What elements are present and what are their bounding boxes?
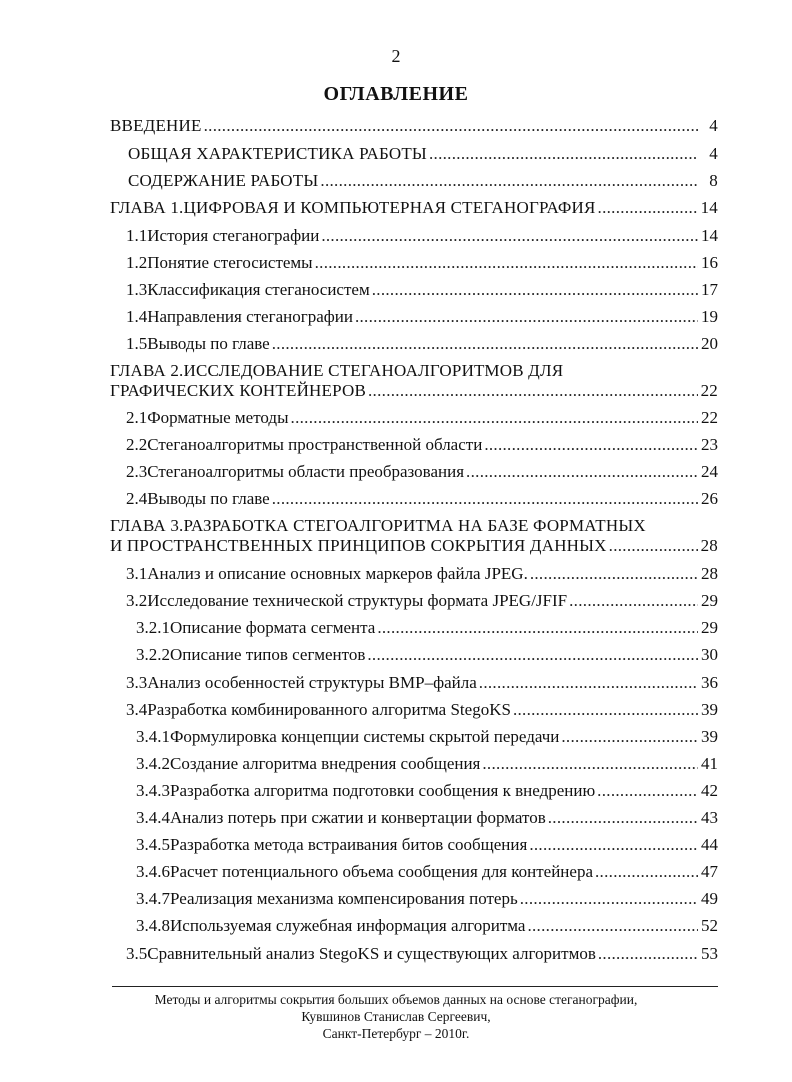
toc-leader-dots: [548, 808, 698, 828]
toc-entry-3-4-2[interactable]: [136, 754, 718, 774]
toc-leader-dots: [321, 226, 698, 246]
toc-leader-dots: [377, 618, 698, 638]
toc-entry-text: Описание типов сегментов: [170, 645, 366, 664]
toc-entry-text: Сравнительный анализ StegoKS и существующих алгоритмов: [147, 944, 596, 963]
toc-entry-text: Анализ особенностей структуры BMP–файла: [147, 673, 477, 692]
toc-entry-3-2-2[interactable]: [136, 645, 718, 665]
toc-entry-2-2[interactable]: [126, 435, 718, 455]
toc-entry-general[interactable]: [128, 144, 718, 164]
toc-section-number: 1.1: [126, 226, 148, 245]
footer-line-3: Санкт-Петербург – 2010г.: [322, 1026, 470, 1041]
toc-entry-text: Анализ потерь при сжатии и конвертации форматов: [170, 808, 546, 827]
toc-entry-text: Стеганоалгоритмы пространственной области: [147, 435, 483, 454]
toc-leader-dots: [595, 862, 698, 882]
toc-entry-3-4-6[interactable]: [136, 862, 718, 882]
toc-entry-text: ГЛАВА 1.ЦИФРОВАЯ И КОМПЬЮТЕРНАЯ СТЕГАНОГРАФИЯ: [110, 198, 596, 217]
toc-page-number: 30: [701, 645, 718, 664]
toc-section-number: 3.2.2: [136, 645, 170, 664]
toc-section-number: 3.4.8: [136, 916, 170, 935]
toc-entry-3-2[interactable]: [126, 591, 718, 611]
toc-page-number: 14: [701, 226, 718, 245]
toc-page-number: 23: [701, 435, 718, 454]
toc-section-number: 2.3: [126, 462, 148, 481]
toc-entry-3-4-8[interactable]: [136, 916, 718, 936]
toc-entry-3-4[interactable]: [126, 700, 718, 720]
toc-entry-2-3[interactable]: [126, 462, 718, 482]
toc-entry-chapter-3[interactable]: [110, 536, 718, 556]
toc-page-number: 28: [700, 536, 718, 555]
toc-entry-text: Разработка метода встраивания битов сообщения: [170, 835, 528, 854]
toc-entry-text: ОБЩАЯ ХАРАКТЕРИСТИКА РАБОТЫ: [128, 144, 427, 163]
toc-leader-dots: [598, 944, 698, 964]
toc-entry-3-4-7[interactable]: [136, 889, 718, 909]
page-number: 2: [391, 46, 401, 66]
toc-section-number: 3.4.2: [136, 754, 170, 773]
toc-leader-dots: [367, 645, 698, 665]
toc-leader-dots: [368, 381, 698, 401]
toc-leader-dots: [320, 171, 698, 191]
toc-entry-3-4-3[interactable]: [136, 781, 718, 801]
toc-section-number: 3.3: [126, 673, 148, 692]
toc-section-number: 1.5: [126, 334, 148, 353]
toc-entry-text: Формулировка концепции системы скрытой передачи: [170, 727, 560, 746]
toc-entry-3-4-4[interactable]: [136, 808, 718, 828]
toc-entry-text: И ПРОСТРАНСТВЕННЫХ ПРИНЦИПОВ СОКРЫТИЯ ДАННЫХ: [110, 536, 607, 555]
toc-page-number: 52: [701, 916, 718, 935]
toc-leader-dots: [569, 591, 698, 611]
footer-divider: [112, 986, 718, 987]
toc-section-number: 3.4.5: [136, 835, 170, 854]
toc-page-number: 14: [700, 198, 718, 217]
toc-leader-dots: [520, 889, 698, 909]
toc-page-number: 39: [701, 700, 718, 719]
toc-page-number: 28: [701, 564, 718, 583]
toc-leader-dots: [529, 835, 698, 855]
toc-leader-dots: [513, 700, 698, 720]
toc-leader-dots: [530, 564, 698, 584]
toc-leader-dots: [561, 727, 698, 747]
toc-entry-content[interactable]: [128, 171, 718, 191]
toc-page-number: 41: [701, 754, 718, 773]
toc-entry-text: Анализ и описание основных маркеров файла JPEG.: [147, 564, 528, 583]
toc-section-number: 3.4.4: [136, 808, 170, 827]
toc-leader-dots: [372, 280, 698, 300]
toc-entry-1-2[interactable]: [126, 253, 718, 273]
toc-leader-dots: [482, 754, 698, 774]
toc-entry-chapter-1[interactable]: [110, 198, 718, 218]
toc-leader-dots: [291, 408, 698, 428]
toc-entry-text: Стеганоалгоритмы области преобразования: [147, 462, 465, 481]
toc-section-number: 1.4: [126, 307, 148, 326]
toc-page-number: 24: [701, 462, 718, 481]
toc-entry-text: СОДЕРЖАНИЕ РАБОТЫ: [128, 171, 319, 190]
toc-entry-chapter-2[interactable]: [110, 381, 718, 401]
toc-entry-text: Направления стеганографии: [147, 307, 353, 326]
toc-leader-dots: [527, 916, 698, 936]
toc-entry-3-4-1[interactable]: [136, 727, 718, 747]
toc-page-number: 44: [701, 835, 718, 854]
toc-leader-dots: [272, 489, 698, 509]
toc-entry-3-3[interactable]: [126, 673, 718, 693]
toc-entry-3-5[interactable]: [126, 944, 718, 964]
toc-entry-text: Разработка алгоритма подготовки сообщения к внедрению: [170, 781, 596, 800]
toc-leader-dots: [355, 307, 698, 327]
toc-page-number: 39: [701, 727, 718, 746]
toc-entry-text: ВВЕДЕНИЕ: [110, 116, 202, 135]
toc-section-number: 3.4.3: [136, 781, 170, 800]
toc-page-number: 22: [701, 408, 718, 427]
toc-entry-1-5[interactable]: [126, 334, 718, 354]
toc-leader-dots: [466, 462, 698, 482]
toc-section-number: 3.5: [126, 944, 148, 963]
toc-entry-text: Выводы по главе: [147, 489, 270, 508]
toc-section-number: 2.4: [126, 489, 148, 508]
toc-page-number: 42: [701, 781, 718, 800]
toc-entry-2-4[interactable]: [126, 489, 718, 509]
toc-entry-text: Понятие стегосистемы: [147, 253, 313, 272]
toc-page-number: 36: [701, 673, 718, 692]
toc-entry-text: Классификация стеганосистем: [147, 280, 370, 299]
toc-page-number: 47: [701, 862, 718, 881]
toc-section-number: 2.1: [126, 408, 148, 427]
toc-leader-dots: [272, 334, 698, 354]
toc-entry-3-4-5[interactable]: [136, 835, 718, 855]
toc-section-number: 3.4.7: [136, 889, 170, 908]
toc-page-number: 22: [700, 381, 718, 400]
toc-entry-3-1[interactable]: [126, 564, 718, 584]
page-title: ОГЛАВЛЕНИЕ: [323, 83, 469, 105]
toc-leader-dots: [315, 253, 698, 273]
toc-chapter-2-line1[interactable]: ГЛАВА 2.ИССЛЕДОВАНИЕ СТЕГАНОАЛГОРИТМОВ ДЛЯ: [110, 361, 564, 380]
toc-section-number: 2.2: [126, 435, 148, 454]
toc-page-number: 4: [709, 116, 718, 135]
footer-line-1: Методы и алгоритмы сокрытия больших объемов данных на основе стеганографии,: [154, 992, 638, 1007]
toc-page-number: 26: [701, 489, 718, 508]
toc-page-number: 17: [701, 280, 718, 299]
toc-entry-text: Расчет потенциального объема сообщения для контейнера: [170, 862, 593, 881]
toc-leader-dots: [609, 536, 698, 556]
toc-entry-text: История стеганографии: [147, 226, 320, 245]
toc-section-number: 1.3: [126, 280, 148, 299]
toc-page-number: 43: [701, 808, 718, 827]
toc-leader-dots: [597, 781, 698, 801]
toc-page-number: 29: [701, 618, 718, 637]
toc-section-number: 3.1: [126, 564, 148, 583]
toc-entry-3-2-1[interactable]: [136, 618, 718, 638]
toc-page-number: 8: [709, 171, 718, 190]
toc-page-number: 4: [709, 144, 718, 163]
toc-page-number: 20: [701, 334, 718, 353]
toc-section-number: 3.2: [126, 591, 148, 610]
toc-page-number: 49: [701, 889, 718, 908]
toc-entry-text: Выводы по главе: [147, 334, 270, 353]
toc-leader-dots: [484, 435, 698, 455]
toc-page-number: 16: [701, 253, 718, 272]
toc-entry-text: Создание алгоритма внедрения сообщения: [170, 754, 481, 773]
footer: [0, 991, 792, 1042]
toc-leader-dots: [598, 198, 698, 218]
toc-entry-1-1[interactable]: [126, 226, 718, 246]
toc-entry-text: Форматные методы: [147, 408, 289, 427]
toc-leader-dots: [479, 673, 698, 693]
toc-entry-intro[interactable]: [110, 116, 718, 136]
toc-entry-1-4[interactable]: [126, 307, 718, 327]
toc-chapter-3-line1[interactable]: ГЛАВА 3.РАЗРАБОТКА СТЕГОАЛГОРИТМА НА БАЗЕ ФОРМАТНЫХ: [110, 516, 646, 535]
toc-section-number: 1.2: [126, 253, 148, 272]
toc-page-number: 53: [701, 944, 718, 963]
toc-entry-text: Исследование технической структуры формата JPEG/JFIF: [147, 591, 568, 610]
toc-section-number: 3.4: [126, 700, 148, 719]
toc-entry-1-3[interactable]: [126, 280, 718, 300]
toc-page-number: 19: [701, 307, 718, 326]
toc-entry-text: Разработка комбинированного алгоритма StegoKS: [147, 700, 511, 719]
toc-entry-text: Описание формата сегмента: [170, 618, 376, 637]
toc-section-number: 3.2.1: [136, 618, 170, 637]
toc-leader-dots: [429, 144, 698, 164]
toc-entry-text: ГРАФИЧЕСКИХ КОНТЕЙНЕРОВ: [110, 381, 366, 400]
toc-section-number: 3.4.1: [136, 727, 170, 746]
toc-leader-dots: [204, 116, 698, 136]
footer-line-2: Кувшинов Станислав Сергеевич,: [301, 1009, 491, 1024]
toc-entry-2-1[interactable]: [126, 408, 718, 428]
toc-entry-text: Используемая служебная информация алгоритма: [170, 916, 526, 935]
toc-entry-text: Реализация механизма компенсирования потерь: [170, 889, 518, 908]
toc-page-number: 29: [701, 591, 718, 610]
toc-section-number: 3.4.6: [136, 862, 170, 881]
